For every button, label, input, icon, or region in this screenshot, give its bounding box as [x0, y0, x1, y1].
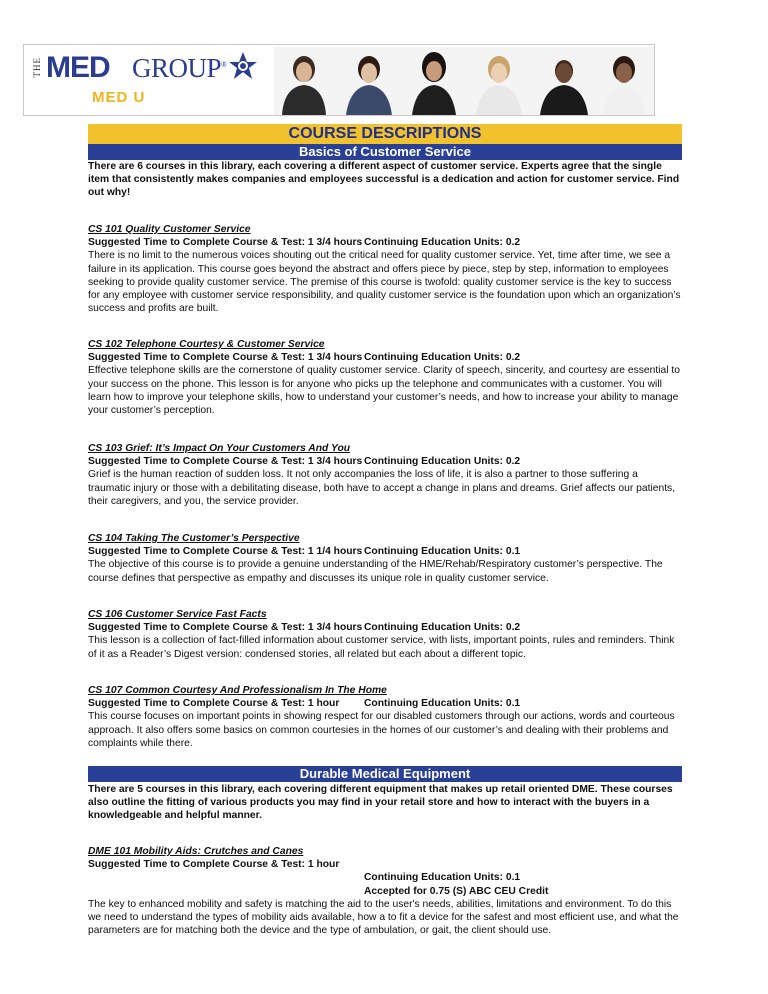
course-title: CS 106 Customer Service Fast Facts	[88, 609, 267, 620]
section-intro-dme: There are 5 courses in this library, each covering different equipment that makes up retail oriented DME. These courses also outline the fitting of various products you may find in your retail store and how to interact with the buyers in a knowledgeable and helpful manner.	[88, 784, 673, 822]
course-abc-credit: Accepted for 0.75 (S) ABC CEU Credit	[364, 885, 549, 897]
course-ceu: Continuing Education Units: 0.1	[364, 546, 521, 558]
course-title: CS 107 Common Courtesy And Professionalism In The Home	[88, 685, 387, 696]
course-description: The objective of this course is to provide a genuine understanding of the HME/Rehab/Respiratory customer’s perspective. The course defines that perspective as empathy and discusses its unique role in quality customer service.	[88, 559, 663, 584]
course-cs107	[88, 684, 682, 750]
course-meta	[88, 236, 682, 249]
course-dme101	[88, 845, 682, 937]
logo-the-text: THE	[32, 57, 42, 78]
course-meta	[88, 545, 682, 558]
course-title: CS 101 Quality Customer Service	[88, 224, 251, 235]
section-heading-customer-service: Basics of Customer Service	[88, 144, 682, 160]
business-people-photo	[274, 47, 654, 115]
course-cs102	[88, 338, 682, 417]
course-meta	[88, 621, 682, 634]
star-logo-icon	[228, 51, 258, 81]
course-description: Effective telephone skills are the cornerstone of quality customer service. Clarity of speech, sincerity, and courtesy are essential to your success on the phone. This lesson is for anyone who picks up the telephone and communicates with a customer. You will learn how to improve your telephone skills, how to understand your customer’s needs, and how to increase your ability to manage your customer’s perception.	[88, 365, 680, 416]
course-time: Suggested Time to Complete Course & Test: 1 hour	[88, 698, 340, 710]
course-ceu: Continuing Education Units: 0.2	[364, 456, 521, 468]
course-description: Grief is the human reaction of sudden loss. It not only accompanies the loss of life, it is also a partner to those suffering a traumatic injury or those with a debilitating disease, both have to accept a change in plans and dreams. Grief affects our patients, their caregivers, and you, the service provider.	[88, 469, 676, 507]
course-time: Suggested Time to Complete Course & Test: 1 3/4 hours	[88, 456, 363, 468]
course-meta	[88, 697, 682, 710]
course-meta-extra	[88, 881, 682, 897]
course-title: CS 104 Taking The Customer’s Perspective	[88, 533, 300, 544]
course-description: There is no limit to the numerous voices shouting out the critical need for quality customer service. Yet, time after time, we see a failure in its application. This course goes beyond the abstract and offers piece by piece, step by step, information to employees seeking to provide quality customer service. The premise of this course is twofold: quality customer service is the key to success for any employee with customer service responsibility, and quality customer service is the foundation upon which an organization’s success and profits are built.	[88, 250, 681, 315]
course-time: Suggested Time to Complete Course & Test: 1 3/4 hours	[88, 352, 363, 364]
course-title: CS 103 Grief: It’s Impact On Your Customers And You	[88, 443, 351, 454]
page-title: COURSE DESCRIPTIONS	[88, 124, 682, 144]
course-cs106	[88, 608, 682, 661]
course-meta	[88, 351, 682, 364]
logo-med-text: MED	[46, 51, 110, 84]
course-title: CS 102 Telephone Courtesy & Customer Service	[88, 339, 325, 350]
course-time: Suggested Time to Complete Course & Test: 1 3/4 hours	[88, 237, 363, 249]
course-time: Suggested Time to Complete Course & Test: 1 hour	[88, 859, 340, 871]
course-title: DME 101 Mobility Aids: Crutches and Canes	[88, 846, 304, 857]
course-meta	[88, 455, 682, 468]
course-cs104	[88, 532, 682, 585]
course-time: Suggested Time to Complete Course & Test: 1 3/4 hours	[88, 622, 363, 634]
course-ceu: Continuing Education Units: 0.2	[364, 237, 521, 249]
course-cs103	[88, 442, 682, 508]
course-description: The key to enhanced mobility and safety is matching the aid to the user's needs, abilities, limitations and environment. To do this we need to understand the types of mobility aids available, how a to fit a device for the safest and most efficient use, and what the parameters are for matching both the device and the type of ambulation, or gait, the client should use.	[88, 898, 679, 937]
course-ceu: Continuing Education Units: 0.2	[364, 352, 521, 364]
course-time: Suggested Time to Complete Course & Test: 1 1/4 hours	[88, 546, 363, 558]
course-description: This course focuses on important points in showing respect for our disabled customers through our actions, words and courteous approach. It also offers some basics on common courtesies in the homes of our customer’s and dealing with their problems and complaints while there.	[88, 711, 675, 749]
course-meta-ceu	[88, 867, 682, 884]
course-description: This lesson is a collection of fact-filled information about customer service, with lists, important points, rules and reminders. Think of it as a Reader’s Digest version: condensed stories, all related but each about a different topic.	[88, 635, 675, 660]
course-ceu: Continuing Education Units: 0.2	[364, 622, 521, 634]
section-intro-customer-service: There are 6 courses in this library, each covering a different aspect of customer service. Experts agree that the single item that consistently makes companies and employees successful is a dedication and action for customer service. Find out why!	[88, 161, 680, 199]
course-ceu: Continuing Education Units: 0.1	[364, 872, 521, 884]
registered-mark: ®	[221, 60, 227, 69]
course-ceu: Continuing Education Units: 0.1	[364, 698, 521, 710]
logo-group-text: GROUP®	[132, 53, 227, 83]
course-cs101	[88, 223, 682, 315]
section-heading-dme: Durable Medical Equipment	[88, 766, 682, 782]
logo-medu-text: MED U	[92, 89, 146, 106]
header-banner	[23, 44, 655, 116]
